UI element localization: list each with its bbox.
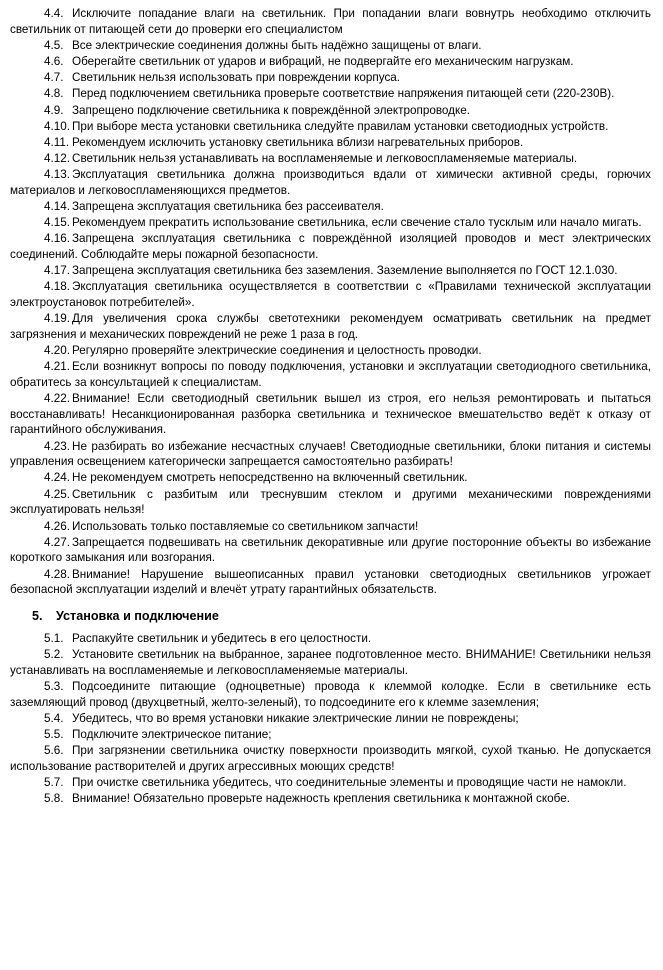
item-text: Светильник нельзя устанавливать на воспламеняемые и легковоспламеняемые материалы. xyxy=(72,152,578,166)
item-text: Подключите электрическое питание; xyxy=(72,727,272,741)
item-text: Использовать только поставляемые со светильником запчасти! xyxy=(72,519,419,533)
item-text: Если возникнут вопросы по поводу подключения, установки и эксплуатации светодиодного светильника, обратитесь за консультацией к специалистам. xyxy=(10,360,651,389)
list-item xyxy=(10,519,651,535)
item-text: Регулярно проверяйте электрические соединения и целостность проводки. xyxy=(72,344,482,358)
item-text: Не рекомендуем смотреть непосредственно на включенный светильник. xyxy=(72,471,468,485)
list-item xyxy=(10,311,651,342)
item-text: Распакуйте светильник и убедитесь в его целостности. xyxy=(72,631,372,645)
item-number: 4.8. xyxy=(44,87,64,101)
item-number: 4.16. xyxy=(44,232,70,246)
list-item xyxy=(10,567,651,598)
list-item xyxy=(10,727,651,743)
list-item xyxy=(10,470,651,486)
list-item xyxy=(10,151,651,167)
item-number: 4.23. xyxy=(44,439,70,453)
item-number: 4.15. xyxy=(44,216,70,230)
list-item xyxy=(10,263,651,279)
item-number: 4.19. xyxy=(44,312,70,326)
safety-rules-list xyxy=(10,6,651,598)
list-item xyxy=(10,6,651,37)
section-heading xyxy=(32,609,651,623)
section-number: 5. xyxy=(32,608,43,623)
list-item xyxy=(10,167,651,198)
item-number: 4.17. xyxy=(44,264,70,278)
list-item xyxy=(10,743,651,774)
item-number: 4.20. xyxy=(44,344,70,358)
list-item xyxy=(10,391,651,438)
item-number: 4.12. xyxy=(44,152,70,166)
item-number: 5.2. xyxy=(44,648,64,662)
item-number: 4.4. xyxy=(44,7,64,20)
item-text: Запрещена эксплуатация светильника с повреждённой изоляцией проводов и мест электрических соединений. Соблюдайте меры пожарной безопасности. xyxy=(10,232,651,262)
item-number: 4.14. xyxy=(44,200,70,214)
item-number: 4.13. xyxy=(44,168,70,182)
item-text: Светильник с разбитым или треснувшим стеклом и другими механическими повреждениями эксплуатировать нельзя! xyxy=(10,487,651,517)
item-text: Запрещено подключение светильника к повреждённой электропроводке. xyxy=(72,103,470,117)
list-item xyxy=(10,215,651,231)
item-text: Подсоедините питающие (одноцветные) провода к клеммой колодке. Если в светильнике есть заземляющий провод (двухцветный, желто-зеленый), то подсоедините его к клемме заземления; xyxy=(10,679,651,709)
item-text: Внимание! Нарушение вышеописанных правил установки светодиодных светильников угрожает безопасной эксплуатации изделий и влечёт утрату гарантийных обязательств. xyxy=(10,567,651,597)
item-number: 4.18. xyxy=(44,280,70,294)
item-text: Эксплуатация светильника должна производиться вдали от химически активной среды, горючих материалов и легковоспламеняющихся предметов. xyxy=(10,168,651,197)
item-text: Запрещается подвешивать на светильник декоративные или другие посторонние объекты во избежание короткого замыкания или возгорания. xyxy=(10,535,651,565)
item-text: Рекомендуем исключить установку светильника вблизи нагревательных приборов. xyxy=(72,135,524,149)
item-text: Светильник нельзя использовать при повреждении корпуса. xyxy=(72,71,401,85)
list-item xyxy=(10,54,651,70)
item-number: 4.9. xyxy=(44,103,64,117)
item-number: 4.25. xyxy=(44,487,70,501)
item-text: При очистке светильника убедитесь, что соединительные элементы и проводящие части не намокли. xyxy=(72,775,627,789)
item-text: Установите светильник на выбранное, заранее подготовленное место. ВНИМАНИЕ! Светильники нельзя устанавливать на воспламеняемые и легковоспламеняемые материалы. xyxy=(10,648,651,677)
item-text: Рекомендуем прекратить использование светильника, если свечение стало тусклым или начало мигать. xyxy=(72,216,642,230)
list-item xyxy=(10,70,651,86)
item-number: 4.10. xyxy=(44,119,70,133)
list-item xyxy=(10,535,651,566)
item-text: Внимание! Если светодиодный светильник вышел из строя, его нельзя ремонтировать и пытаться восстанавливать! Несанкционированная разборка светильника и техническое вмешательство ведёт к отказу от гарантийного обслуживания. xyxy=(10,392,651,437)
item-number: 4.6. xyxy=(44,55,64,69)
item-number: 4.27. xyxy=(44,535,70,549)
list-item xyxy=(10,199,651,215)
list-item xyxy=(10,679,651,710)
list-item xyxy=(10,791,651,807)
item-text: При выборе места установки светильника следуйте правилам установки светодиодных устройств. xyxy=(72,119,609,133)
list-item xyxy=(10,359,651,390)
item-text: Запрещена эксплуатация светильника без рассеивателя. xyxy=(72,200,384,214)
item-text: Перед подключением светильника проверьте соответствие напряжения питающей сети (220-230В). xyxy=(72,87,615,101)
list-item xyxy=(10,711,651,727)
item-number: 4.26. xyxy=(44,519,70,533)
list-item xyxy=(10,487,651,518)
item-number: 5.1. xyxy=(44,631,64,645)
list-item xyxy=(10,439,651,470)
item-text: Для увеличения срока службы светотехники рекомендуем осматривать светильник на предмет загрязнения и механических повреждений не реже 1 раза в год. xyxy=(10,312,651,341)
list-item xyxy=(10,119,651,135)
item-number: 5.4. xyxy=(44,711,64,725)
list-item xyxy=(10,38,651,54)
list-item xyxy=(10,343,651,359)
item-text: Запрещена эксплуатация светильника без заземления. Заземление выполняется по ГОСТ 12.1.030. xyxy=(72,264,618,278)
installation-list xyxy=(10,631,651,807)
item-number: 4.11. xyxy=(44,135,70,149)
list-item xyxy=(10,86,651,102)
item-text: При загрязнении светильника очистку поверхности производить мягкой, сухой тканью. Не допускается использование растворителей и других агрессивных моющих средств! xyxy=(10,744,651,773)
item-number: 4.24. xyxy=(44,471,70,485)
item-text: Оберегайте светильник от ударов и вибраций, не подвергайте его механическим нагрузкам. xyxy=(72,55,574,69)
item-number: 5.3. xyxy=(44,679,64,693)
section-title: Установка и подключение xyxy=(56,608,219,623)
item-number: 4.5. xyxy=(44,38,64,52)
item-number: 5.5. xyxy=(44,727,64,741)
item-number: 4.7. xyxy=(44,71,64,85)
item-text: Внимание! Обязательно проверьте надежность крепления светильника к монтажной скобе. xyxy=(72,792,570,806)
item-text: Не разбирать во избежание несчастных случаев! Светодиодные светильники, блоки питания и системы управления освещением категорически запрещается самостоятельно разбирать! xyxy=(10,439,651,469)
item-number: 5.8. xyxy=(44,792,64,806)
item-number: 4.28. xyxy=(44,567,70,581)
list-item xyxy=(10,775,651,791)
item-text: Все электрические соединения должны быть надёжно защищены от влаги. xyxy=(72,38,482,52)
item-number: 4.22. xyxy=(44,392,70,406)
list-item xyxy=(10,647,651,678)
item-text: Убедитесь, что во время установки никакие электрические линии не повреждены; xyxy=(72,711,519,725)
item-text: Эксплуатация светильника осуществляется в соответствии с «Правилами технической эксплуатации электроустановок потребителей». xyxy=(10,280,651,310)
list-item xyxy=(10,231,651,262)
item-number: 5.7. xyxy=(44,775,64,789)
list-item xyxy=(10,135,651,151)
list-item xyxy=(10,279,651,310)
item-number: 5.6. xyxy=(44,744,64,758)
item-number: 4.21. xyxy=(44,360,70,374)
list-item xyxy=(10,103,651,119)
list-item xyxy=(10,631,651,647)
item-text: Исключите попадание влаги на светильник. При попадании влаги вовнутрь необходимо отключить светильник от питающей сети до проверки его специалистом xyxy=(10,7,651,36)
